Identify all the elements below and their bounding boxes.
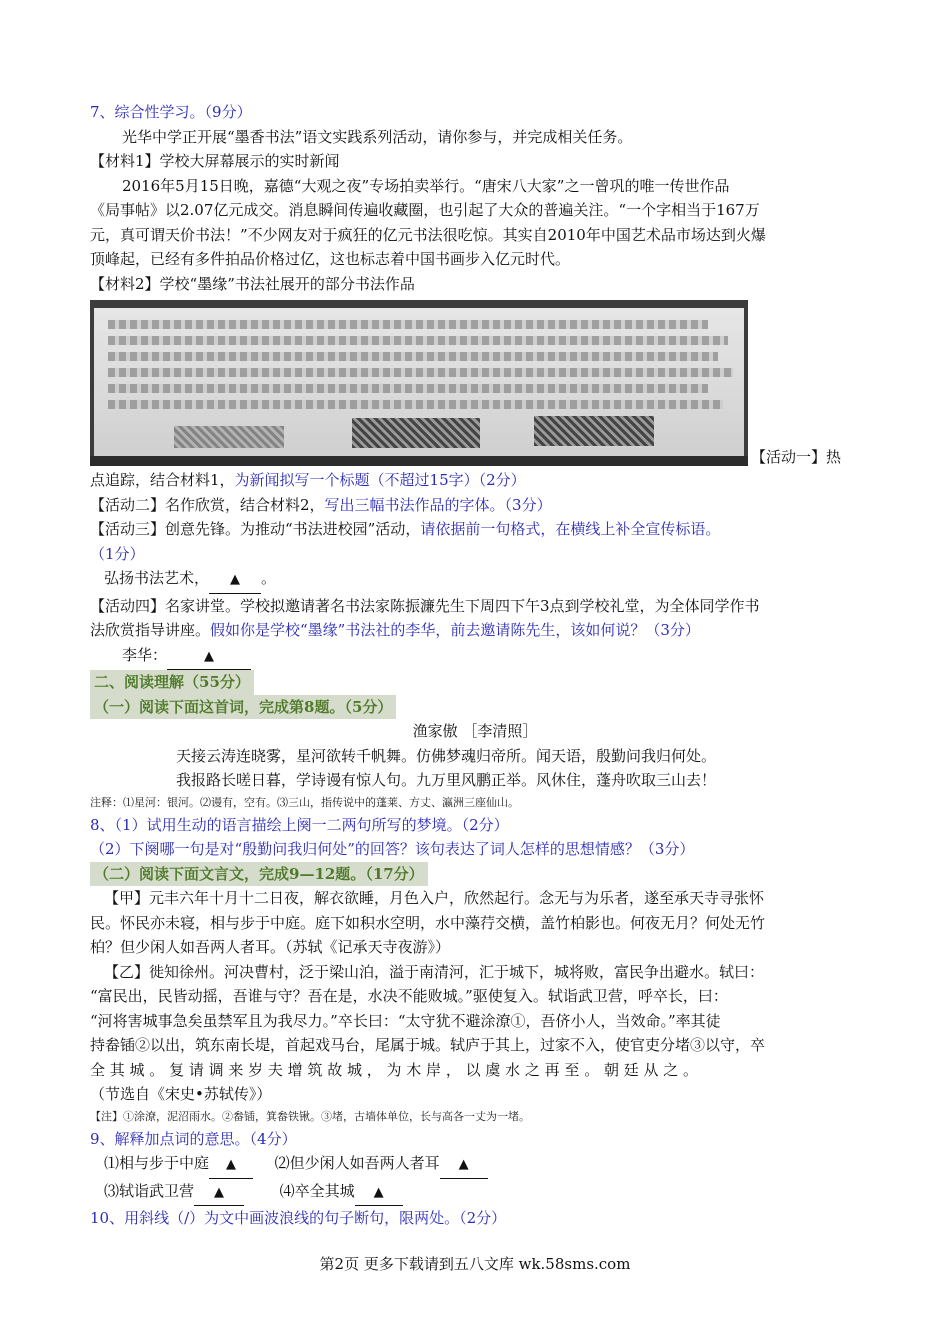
poem-line-2: 我报路长嗟日暮，学诗谩有惊人句。九万里风鹏正举。风休住，蓬舟吹取三山去！	[176, 771, 717, 789]
material1-label: 【材料1】学校大屏幕展示的实时新闻	[90, 152, 340, 170]
material1-text-3: 元，真可谓天价书法！”不少网友对于疯狂的亿元书法很吃惊。其实自2010年中国艺术品市场达到火爆	[90, 225, 766, 244]
q8-part2: （2）下阕哪一句是对“殷勤问我归何处”的回答？该句表达了词人怎样的思想情感？（3分）	[90, 840, 695, 858]
passage-yi-1: 【乙】徙知徐州。河决曹村，泛于梁山泊，溢于南清河，汇于城下，城将败，富民争出避水。轼曰：	[104, 962, 765, 981]
poem-title: 渔家傲 ［李清照］	[412, 722, 538, 740]
answer-blank[interactable]: ▲	[355, 1179, 403, 1207]
passage-yi-5: 全 其 城 。 复 请 调 来 岁 夫 增 筑 故 城 ， 为 木 岸 ， 以 虞 水 之 再 至 。 朝 廷 从 之 。	[90, 1060, 699, 1079]
activity1-tag: 【活动一】热	[751, 448, 842, 466]
passage-yi-3: “河将害城事急矣虽禁军且为我尽力。”卒长曰：“太守犹不避涂潦①，吾侪小人，当效命。”率其徒	[90, 1011, 721, 1030]
material1-text-1: 2016年5月15日晚，嘉德“大观之夜”专场拍卖举行。“唐宋八大家”之一曾巩的唯一传世作品	[122, 176, 730, 195]
q9-row-1: ⑴相与步于中庭 ▲ ⑵但少闲人如吾两人者耳 ▲	[90, 1151, 860, 1179]
calligraphy-photo	[90, 300, 748, 466]
passage-yi-note: 【注】①涂潦，泥沼雨水。②畚锸，箕畚铁锹。③堵，古墙体单位，长与高各一丈为一堵。	[90, 1109, 530, 1123]
section2-title: 二、阅读理解（55分）	[90, 670, 254, 695]
answer-blank[interactable]: ▲	[194, 1179, 244, 1207]
q7-title: 7、综合性学习。（9分）	[90, 103, 252, 121]
exam-page	[90, 100, 860, 1231]
part1-heading: （一）阅读下面这首词，完成第8题。（5分）	[90, 695, 396, 720]
passage-yi-2: “富民出，民皆动摇，吾谁与守？吾在是，水决不能败城。”驱使复入。轼诣武卫营，呼卒长，曰：	[90, 987, 728, 1005]
activity4-prompt: 法欣赏指导讲座。假如你是学校“墨缘”书法社的李华，前去邀请陈先生，该如何说？（3分）	[90, 621, 700, 639]
answer-blank[interactable]: ▲	[440, 1151, 488, 1179]
passage-jia-1: 【甲】元丰六年十月十二日夜，解衣欲睡，月色入户，欣然起行。念无与为乐者，遂至承天寺寻张怀	[104, 889, 765, 907]
q7-intro: 光华中学正开展“墨香书法”语文实践系列活动，请你参与，并完成相关任务。	[122, 127, 633, 146]
activity3-slogan: 弘扬书法艺术， ▲ 。	[90, 566, 860, 594]
activity4-answer: 李华： ▲	[90, 643, 860, 671]
material1-text-4: 顶峰起，已经有多件拍品价格过亿，这也标志着中国书画步入亿元时代。	[90, 250, 571, 268]
q9-title: 9、解释加点词的意思。（4分）	[90, 1129, 297, 1148]
page-footer: 第2页 更多下载请到五八文库 wk.58sms.com	[319, 1255, 631, 1273]
q10-title: 10、用斜线（/）为文中画波浪线的句子断句，限两处。（2分）	[90, 1209, 507, 1227]
poem-line-1: 天接云涛连晓雾，星河欲转千帆舞。仿佛梦魂归帝所。闻天语，殷勤问我归何处。	[176, 746, 717, 765]
q8-part1: 8、（1）试用生动的语言描绘上阕一二两句所写的梦境。（2分）	[90, 815, 509, 834]
passage-jia-3: 柏？但少闲人如吾两人者耳。（苏轼《记承天寺夜游》）	[90, 938, 451, 956]
passage-yi-4: 持畚锸②以出，筑东南长堤，首起戏马台，尾属于城。轼庐于其上，过家不入，使官吏分堵③以守，卒	[90, 1036, 766, 1054]
passage-yi-6: （节选自《宋史•苏轼传》）	[90, 1085, 272, 1103]
poem-note: 注释：⑴星河：银河。⑵谩有，空有。⑶三山，指传说中的蓬莱、方丈、瀛洲三座仙山。	[90, 795, 519, 809]
q9-row-2: ⑶轼诣武卫营 ▲ ⑷卒全其城 ▲	[90, 1179, 860, 1207]
calligraphy-photo-row	[90, 300, 860, 468]
activity4-text-1: 【活动四】名家讲堂。学校拟邀请著名书法家陈振濂先生下周四下午3点到学校礼堂，为全体同学作书	[90, 596, 760, 615]
part2-heading: （二）阅读下面文言文，完成9—12题。（17分）	[90, 862, 428, 887]
activity3-score: （1分）	[90, 544, 145, 563]
answer-blank[interactable]: ▲	[209, 566, 261, 594]
activity2-prompt: 【活动二】名作欣赏，结合材料2，写出三幅书法作品的字体。（3分）	[90, 495, 552, 514]
passage-jia-2: 民。怀民亦未寝，相与步于中庭。庭下如积水空明，水中藻荇交横，盖竹柏影也。何夜无月？何处无竹	[90, 913, 766, 932]
answer-blank[interactable]: ▲	[209, 1151, 253, 1179]
material1-text-2: 《局事帖》以2.07亿元成交。消息瞬间传遍收藏圈，也引起了大众的普遍关注。“一个字相当于167万	[90, 201, 760, 219]
activity1-prompt: 点追踪，结合材料1，为新闻拟写一个标题（不超过15字）（2分）	[90, 471, 526, 489]
material2-label: 【材料2】学校“墨缘”书法社展开的部分书法作品	[90, 274, 415, 293]
answer-blank[interactable]: ▲	[167, 643, 251, 671]
activity3-prompt: 【活动三】创意先锋。为推动“书法进校园”活动，请依据前一句格式，在横线上补全宣传标语。	[90, 520, 721, 538]
